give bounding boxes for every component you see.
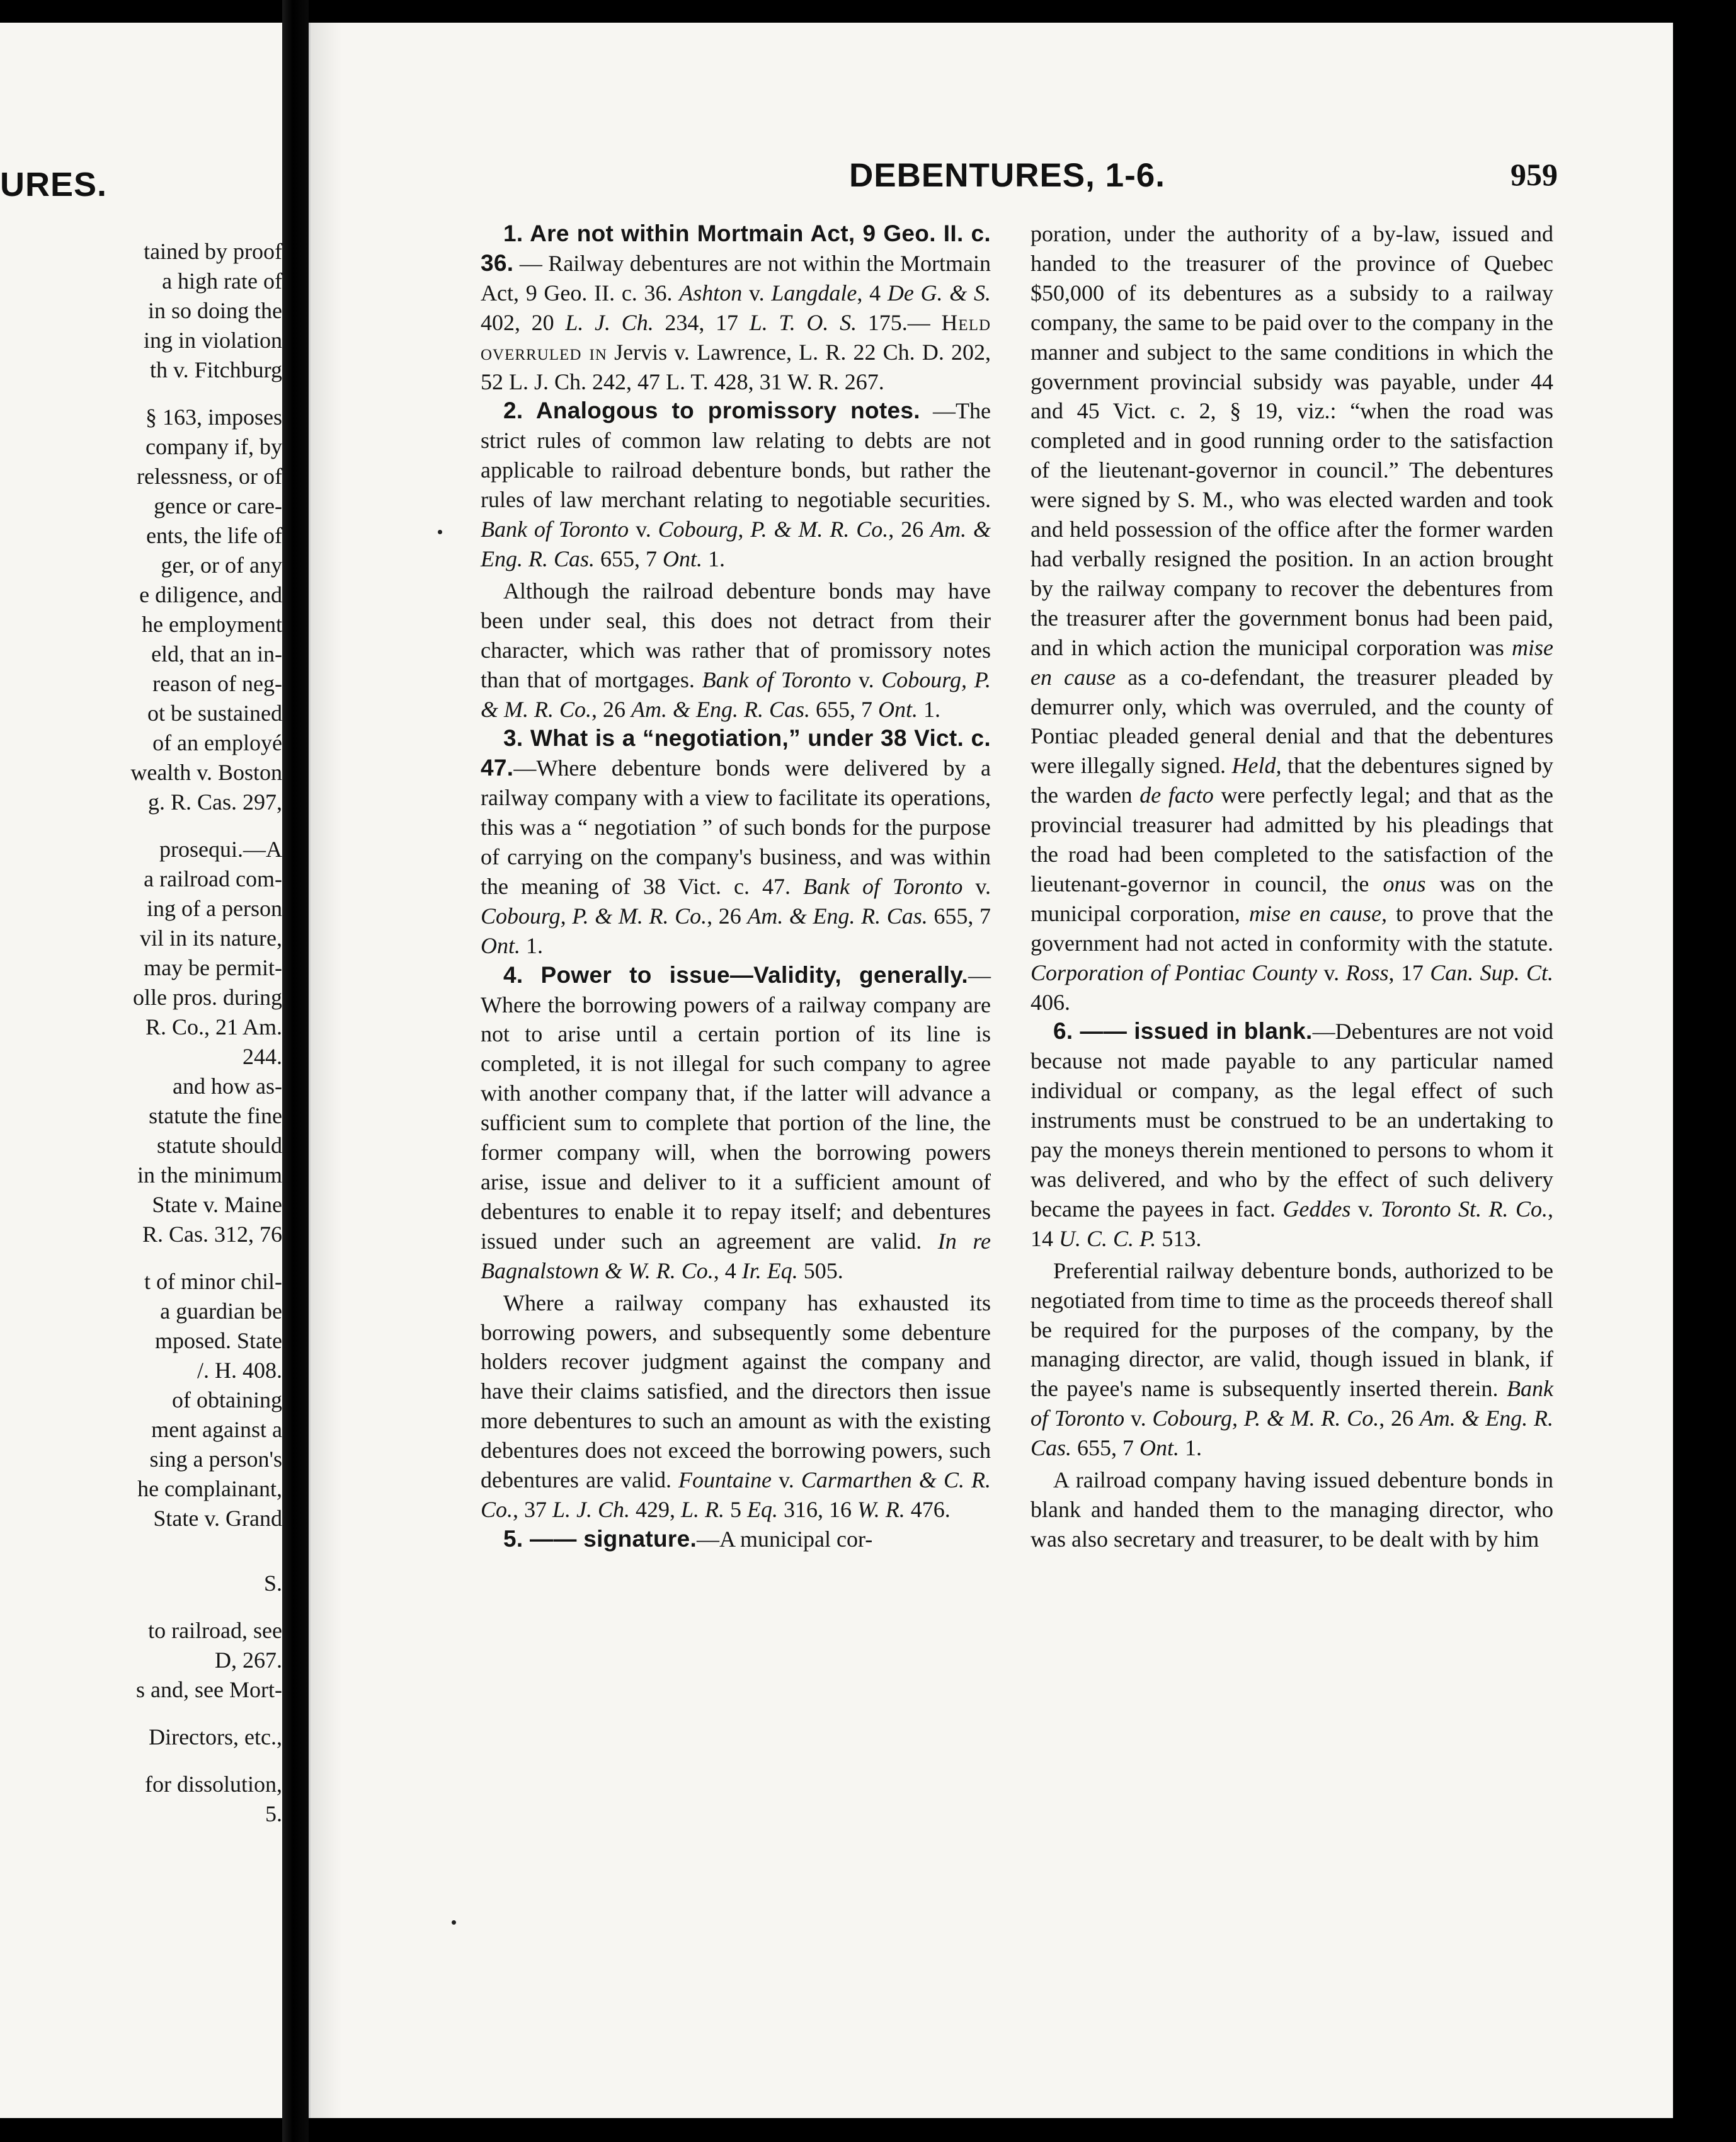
case-citation: onus xyxy=(1383,871,1426,896)
case-citation: Cobourg, P. & M. R. Co. xyxy=(481,903,707,929)
body-text: 513. xyxy=(1156,1225,1202,1251)
case-citation: U. C. C. P. xyxy=(1059,1225,1156,1251)
right-page xyxy=(309,23,1675,2118)
body-text: Jervis v. Lawrence, L. R. 22 Ch. D. 202, 52 L. J. Ch. 242, 47 L. T. 428, 31 W. R. 267. xyxy=(481,339,991,394)
case-citation: de facto xyxy=(1139,782,1214,808)
body-text: v. xyxy=(962,873,991,899)
fragment-line: State v. Grand xyxy=(153,1506,282,1531)
body-text: Where a railway company has exhausted its borrowing powers, and subsequently some debenture holders recover judgment against the company and have their claims satisfied, and the directors then issue more debentures to such an amount as with the existing debentures does not exceed the borrowing powers, such debentures are valid. xyxy=(481,1290,991,1493)
line-gap xyxy=(0,1551,282,1569)
text-column-right xyxy=(1031,219,1553,1554)
case-citation: Bank of Toronto xyxy=(1031,1376,1553,1431)
fragment-line: he complainant, xyxy=(137,1476,282,1501)
left-page-text-fragment xyxy=(0,237,282,1829)
case-citation: Ont. xyxy=(1139,1435,1180,1461)
case-citation: L. J. Ch. xyxy=(552,1496,631,1522)
fragment-line: for dissolution, xyxy=(144,1772,282,1797)
fragment-line: to railroad, see xyxy=(148,1618,282,1643)
line-gap xyxy=(0,1598,282,1616)
case-citation: Held, xyxy=(1231,753,1282,779)
ink-speck xyxy=(438,530,442,534)
running-head: DEBENTURES, 1-6. xyxy=(849,157,1165,194)
case-citation: Am. & Eng. R. Cas. xyxy=(747,903,928,929)
fragment-line: relessness, or of xyxy=(137,464,282,489)
body-text: , 4 xyxy=(713,1257,742,1283)
fragment-line: he employment xyxy=(142,612,282,637)
body-text: 316, 16 xyxy=(778,1496,858,1522)
case-citation: Cobourg, P. & M. R. Co. xyxy=(481,667,991,722)
line-gap xyxy=(0,817,282,835)
body-text: as a co-defendant, the treasurer pleaded by demurrer only, which was overruled, and the county of Pontiac pleaded general denial and that the debentures were illegally signed. xyxy=(1031,664,1553,779)
paragraph xyxy=(481,576,991,724)
fragment-line: mposed. State xyxy=(155,1328,282,1353)
body-text: 406. xyxy=(1031,989,1070,1015)
fragment-line: e diligence, and xyxy=(139,582,282,607)
case-citation: Am. & Eng. R. Cas. xyxy=(481,517,991,571)
body-text: —The strict rules of common law relating to debts are not applicable to railroad debenture bonds, but rather the rules of law merchant relating to negotiable securities. xyxy=(481,398,991,513)
body-text: that the debentures signed by the warden xyxy=(1031,753,1553,808)
section-heading: 4. Power to issue—Validity, generally. xyxy=(503,961,968,988)
body-text: 1. xyxy=(1179,1435,1202,1461)
case-citation: Toronto St. R. Co. xyxy=(1381,1196,1548,1222)
case-citation: Cobourg, P. & M. R. Co. xyxy=(1152,1406,1379,1431)
fragment-line: a guardian be xyxy=(160,1298,282,1324)
fragment-line: g. R. Cas. 297, xyxy=(147,789,282,815)
case-citation: W. R. xyxy=(857,1496,905,1522)
fragment-line: of an employé xyxy=(152,730,282,755)
body-text: — Railway debentures are not within the Mortmain Act, 9 Geo. II. c. 36. xyxy=(481,250,991,306)
case-citation: Ross xyxy=(1345,959,1389,985)
case-citation: Cobourg, P. & M. R. Co. xyxy=(658,517,889,542)
case-citation: Am. & Eng. R. Cas. xyxy=(631,696,810,722)
fragment-line: § 163, imposes xyxy=(145,404,282,430)
body-text: , 37 xyxy=(513,1496,553,1522)
case-citation: Bank of Toronto xyxy=(481,517,629,542)
fragment-line: prosequi.—A xyxy=(159,837,282,862)
fragment-line: ents, the life of xyxy=(146,523,282,548)
case-citation: Ir. Eq. xyxy=(741,1257,798,1283)
body-text: v. xyxy=(851,667,882,692)
case-citation: L. R. xyxy=(681,1496,725,1522)
text-column-left xyxy=(481,219,991,1554)
fragment-line: wealth v. Boston xyxy=(130,760,282,785)
body-text: —Where the borrowing powers of a railway company are not to arise until a certain portion of its line is completed, it is not illegal for such company to agree with another company that, if the latter will advance a sufficient sum to complete that portion of the line, the former company will, when the borrowing powers arise, issue and deliver to it a sufficient amount of debentures to enable it to repay itself; and debentures issued under such an agreement are valid. xyxy=(481,962,991,1254)
body-text: 175.— xyxy=(857,309,942,335)
fragment-line: ing in violation xyxy=(144,328,282,353)
fragment-line: ment against a xyxy=(151,1417,282,1442)
fragment-line: R. Co., 21 Am. xyxy=(145,1014,282,1040)
body-text: , 4 xyxy=(857,280,888,306)
section-entry xyxy=(481,219,991,396)
section-heading: 3. What is a “negotiation,” under 38 Vict. c. 47. xyxy=(481,725,991,781)
body-text: , 14 xyxy=(1031,1196,1553,1251)
ink-speck xyxy=(452,1920,456,1925)
body-text: v. xyxy=(772,1467,801,1493)
section-heading: 5. —— signature. xyxy=(503,1525,697,1552)
case-citation: Fountaine xyxy=(678,1467,772,1493)
case-citation: Langdale xyxy=(771,280,857,306)
case-citation: Ashton xyxy=(679,280,743,306)
line-gap xyxy=(0,1533,282,1551)
fragment-line: ing of a person xyxy=(147,896,282,921)
case-citation: Ont. xyxy=(663,546,703,571)
line-gap xyxy=(0,1249,282,1267)
body-text: , 17 xyxy=(1388,959,1430,985)
body-text: —Where debenture bonds were delivered by a railway company with a view to facilitate its operations, this was a “ negotiation ” of such bonds for the purpose of carrying on the company's business, and was within the meaning of 38 Vict. c. 47. xyxy=(481,755,991,899)
section-heading: 1. Are not within Mortmain Act, 9 Geo. II. c. 36. xyxy=(481,220,991,276)
case-citation: De G. & S. xyxy=(887,280,991,306)
fragment-line: in the minimum xyxy=(137,1162,282,1188)
fragment-line: S. xyxy=(263,1571,282,1596)
fragment-line: Directors, etc., xyxy=(149,1724,282,1750)
fragment-line: statute the fine xyxy=(149,1103,282,1128)
fragment-line: R. Cas. 312, 76 xyxy=(142,1222,282,1247)
case-citation: L. T. O. S. xyxy=(749,309,857,335)
body-text: v. xyxy=(629,517,658,542)
case-citation: Eq. xyxy=(747,1496,779,1522)
section-entry xyxy=(1031,1017,1553,1253)
body-text: 1. xyxy=(520,932,543,958)
fragment-line: ot be sustained xyxy=(147,701,282,726)
case-citation: mise en cause xyxy=(1031,634,1553,690)
line-gap xyxy=(0,1752,282,1770)
section-entry xyxy=(481,961,991,1286)
paragraph xyxy=(1031,219,1553,1017)
body-text: 5 xyxy=(724,1496,748,1522)
case-citation: Am. & Eng. R. Cas. xyxy=(1031,1406,1553,1461)
fragment-line: and how as- xyxy=(173,1074,282,1099)
body-text: v. xyxy=(742,280,772,306)
line-gap xyxy=(0,1705,282,1722)
body-text: Although the railroad debenture bonds may have been under seal, this does not detract from their character, which was rather that of promissory notes than that of mortgages. xyxy=(481,578,991,692)
fragment-line: State v. Maine xyxy=(152,1192,282,1217)
left-page xyxy=(0,23,282,2118)
fragment-line: statute should xyxy=(157,1133,282,1158)
body-text: was on the municipal corporation, xyxy=(1031,871,1553,926)
left-running-head: URES. xyxy=(0,166,108,203)
fragment-line: gence or care- xyxy=(154,493,282,518)
small-caps-note: Held overruled in xyxy=(481,309,991,365)
body-text: 655, 7 xyxy=(595,546,663,571)
body-text: —Debentures are not void because not made payable to any particular named individual or company, as the legal effect of such instruments must be construed to be an undertaking to pay the moneys therein mentioned to persons to whom it was delivered, and who by the effect of such delivery became the payees in fact. xyxy=(1031,1019,1553,1222)
case-citation: Bank of Toronto xyxy=(702,667,852,692)
paragraph xyxy=(1031,1465,1553,1554)
body-text: to prove that the government had not acted in conformity with the statute. xyxy=(1031,900,1554,956)
case-citation: Carmarthen & C. R. Co. xyxy=(481,1467,991,1522)
body-text: v. xyxy=(1317,959,1346,985)
section-entry xyxy=(481,1525,991,1554)
body-text: , 26 xyxy=(1379,1406,1420,1431)
body-text: 1. xyxy=(702,546,726,571)
body-text: A railroad company having issued debenture bonds in blank and handed them to the managing director, who was also secretary and treasurer, to be dealt with by him xyxy=(1031,1467,1553,1552)
body-text: , 26 xyxy=(888,517,931,542)
fragment-line: olle pros. during xyxy=(133,985,282,1010)
fragment-line: company if, by xyxy=(146,434,282,459)
fragment-line: a railroad com- xyxy=(144,866,282,891)
body-text: v. xyxy=(1124,1406,1153,1431)
body-text: v. xyxy=(1351,1196,1381,1222)
fragment-line: in so doing the xyxy=(148,298,282,323)
case-citation: mise en cause, xyxy=(1248,900,1387,926)
fragment-line: tained by proof xyxy=(144,239,282,264)
body-text: 234, 17 xyxy=(653,309,750,335)
fragment-line: sing a person's xyxy=(149,1446,282,1472)
body-text: 429, xyxy=(630,1496,682,1522)
body-text: 655, 7 xyxy=(1071,1435,1140,1461)
fragment-line: D, 267. xyxy=(215,1647,282,1673)
book-gutter xyxy=(282,0,309,2142)
body-text: 476. xyxy=(905,1496,951,1522)
body-text: , 26 xyxy=(707,903,748,929)
body-text: 655, 7 xyxy=(927,903,991,929)
body-text: were perfectly legal; and that as the provincial treasurer had admitted by his pleadings that the road had been completed to the satisfaction of the lieutenant-governor in council, the xyxy=(1031,782,1553,896)
case-citation: Geddes xyxy=(1282,1196,1351,1222)
section-heading: 2. Analogous to promissory notes. xyxy=(503,398,920,424)
body-text: poration, under the authority of a by-law, issued and handed to the treasurer of the province of Quebec $50,000 of its debentures as a subsidy to a railway company, the same to be paid over to the company in the manner and subject to the same conditions in which the government provincial subsidy was payable, under 44 and 45 Vict. c. 2, § 19, viz.: “when the road was completed and in good running order to the satisfaction of the lieutenant-governor in council.” The debentures were signed by S. M., who was elected warden and took and held possession of the office after the former warden had verbally resigned the position. In an action brought by the railway company to recover the debentures from the treasurer after the government bonus had been paid, and in which action the municipal corporation was xyxy=(1031,221,1553,660)
scan-margin xyxy=(1673,0,1736,2142)
fragment-line: th v. Fitchburg xyxy=(149,357,282,382)
case-citation: Corporation of Pontiac County xyxy=(1031,959,1318,985)
fragment-line: /. H. 408. xyxy=(197,1358,282,1383)
body-text: 402, 20 xyxy=(481,309,566,335)
case-citation: Ont. xyxy=(481,932,520,958)
case-citation: Bank of Toronto xyxy=(803,873,963,899)
section-entry xyxy=(481,724,991,960)
body-text: 655, 7 xyxy=(810,696,878,722)
fragment-line: 244. xyxy=(243,1044,282,1069)
body-text: —A municipal cor- xyxy=(697,1526,873,1552)
case-citation: In re Bagnalstown & W. R. Co. xyxy=(481,1228,991,1283)
page-number: 959 xyxy=(1510,157,1558,192)
fragment-line: t of minor chil- xyxy=(144,1269,282,1294)
fragment-line: eld, that an in- xyxy=(151,641,282,667)
fragment-line: s and, see Mort- xyxy=(136,1677,282,1702)
body-text: 1. xyxy=(918,696,940,722)
section-entry xyxy=(481,396,991,573)
paragraph xyxy=(481,1288,991,1525)
body-text: Preferential railway debenture bonds, authorized to be negotiated from time to time as the proceeds thereof shall be required for the purposes of the company, by the managing director, are valid, though issued in blank, if the payee's name is subsequently inserted therein. xyxy=(1031,1257,1553,1402)
fragment-line: vil in its nature, xyxy=(140,925,282,951)
paragraph xyxy=(1031,1256,1553,1463)
fragment-line: may be permit- xyxy=(144,955,282,980)
line-gap xyxy=(0,385,282,403)
fragment-line: of obtaining xyxy=(172,1387,282,1412)
fragment-line: reason of neg- xyxy=(152,671,282,696)
case-citation: Ont. xyxy=(878,696,918,722)
case-citation: Can. Sup. Ct. xyxy=(1430,959,1553,985)
body-text: , 26 xyxy=(591,696,631,722)
body-text: 505. xyxy=(797,1257,843,1283)
fragment-line: a high rate of xyxy=(162,268,282,294)
section-heading: 6. —— issued in blank. xyxy=(1053,1018,1313,1045)
case-citation: L. J. Ch. xyxy=(565,309,654,335)
fragment-line: 5. xyxy=(265,1801,282,1826)
fragment-line: ger, or of any xyxy=(161,553,282,578)
